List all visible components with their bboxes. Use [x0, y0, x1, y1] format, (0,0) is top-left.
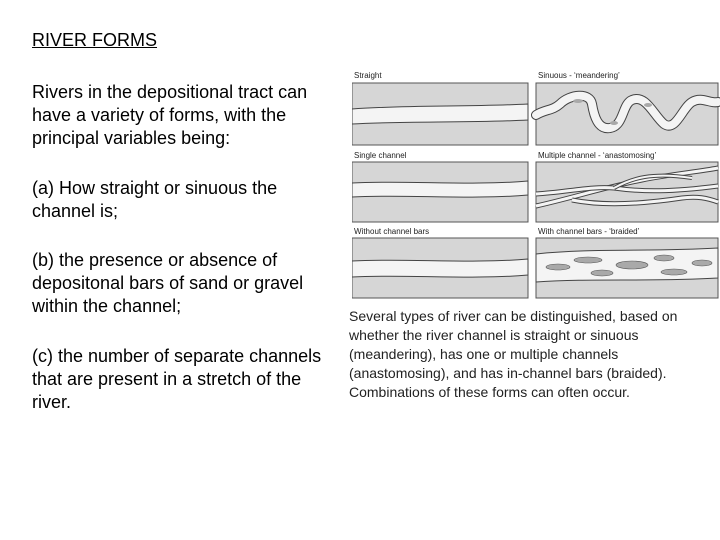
point-b: (b) the presence or absence of depositonal bars of sand or gravel within the channel;	[32, 250, 304, 316]
panel-label-single: Single channel	[354, 151, 407, 160]
river-forms-figure	[352, 68, 720, 302]
panel-label-sinuous: Sinuous - ‘meandering’	[538, 71, 620, 80]
panel-label-braided: With channel bars - ‘braided’	[538, 227, 640, 236]
panel-single-channel	[352, 162, 528, 222]
panel-braided	[536, 238, 718, 298]
panel-meandering	[536, 83, 718, 145]
point-a: (a) How straight or sinuous the channel is;	[32, 178, 278, 221]
panel-straight	[352, 83, 528, 145]
panel-anastomosing	[536, 162, 718, 222]
panel-without-bars	[352, 238, 528, 298]
figure-caption: Several types of river can be distinguished, based on whether the river channel is straight or sinuous (meandering), has one or multiple channels (anastomosing), and has in-channel bars (braided). Combinations of these forms can often occur.	[349, 308, 678, 400]
panel-label-without-bars: Without channel bars	[354, 227, 430, 236]
page-title: RIVER FORMS	[32, 30, 158, 50]
point-c: (c) the number of separate channels that are present in a stretch of the river.	[32, 346, 322, 412]
panel-label-straight: Straight	[354, 71, 382, 80]
panel-label-multiple: Multiple channel - ‘anastomosing’	[538, 151, 657, 160]
intro-paragraph: Rivers in the depositional tract can have a variety of forms, with the principal variables being:	[32, 82, 308, 148]
